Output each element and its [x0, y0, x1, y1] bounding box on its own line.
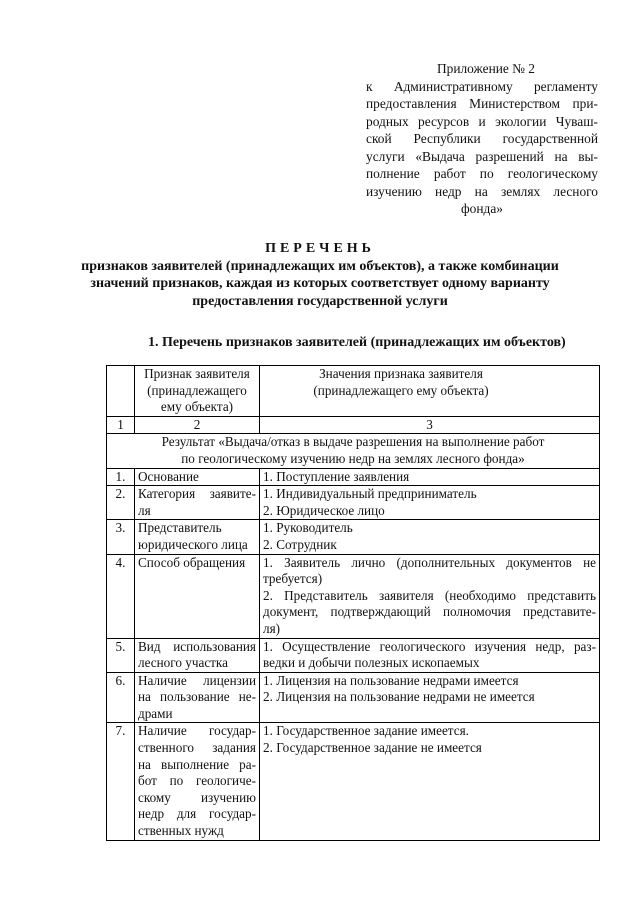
header-cell-values — [260, 366, 600, 417]
section-title: 1. Перечень признаков заявителей (принадлежащих им объектов) — [148, 335, 566, 350]
row-sign — [135, 486, 260, 520]
sign-text: на пользование не- — [138, 689, 256, 705]
result-cell — [107, 434, 600, 468]
header-text: ему объекта) — [160, 399, 234, 415]
row-number: 5. — [107, 638, 135, 672]
sign-text: Основание — [138, 468, 199, 484]
sign-text: ля — [138, 502, 151, 518]
value-text: 2. Представитель заявителя (необходимо представить — [263, 587, 596, 603]
value-text: ведки и добычи полезных ископаемых — [263, 655, 480, 671]
appendix-line: изучению недр на землях лесного — [366, 183, 598, 199]
sign-text: Способ обращения — [138, 554, 246, 570]
appendix-line: ской Республики государственной — [366, 131, 598, 146]
table-row — [107, 486, 600, 520]
row-values — [260, 520, 600, 554]
value-text: 1. Поступление заявления — [263, 468, 410, 484]
header-text: Значения признака заявителя — [319, 366, 483, 381]
appendix-line: полнение работ по геологическому — [366, 166, 598, 181]
row-number: 1. — [107, 468, 135, 486]
row-values — [260, 638, 600, 672]
result-row — [107, 434, 600, 468]
appendix-line: фонда» — [461, 201, 503, 216]
sign-text: лесного участка — [138, 655, 228, 671]
row-values — [260, 486, 600, 520]
sign-text: Наличие государ- — [138, 723, 256, 739]
sign-text: недр для государ- — [138, 806, 256, 822]
row-number: 7. — [107, 723, 135, 840]
row-values — [260, 672, 600, 723]
row-values — [260, 468, 600, 486]
appendix-line: родных ресурсов и экологии Чуваш- — [366, 113, 598, 129]
header-text: Признак заявителя — [144, 366, 250, 381]
row-sign — [135, 723, 260, 840]
appendix-block — [366, 60, 598, 218]
row-values — [260, 554, 600, 638]
document-title: ПЕРЕЧЕНЬ — [265, 241, 375, 256]
sign-text: Категория заявите- — [138, 486, 256, 502]
sign-text: юридического лица — [138, 536, 248, 552]
value-text: 1. Государственное задание имеется. — [263, 723, 469, 739]
value-text: 1. Осуществление геологического изучения недр, раз- — [263, 638, 596, 654]
header-cell-number — [107, 366, 135, 417]
appendix-line: к Административному регламенту — [366, 78, 598, 94]
sign-text: бот по геологиче- — [138, 773, 256, 789]
document-subtitle-line: предоставления государственной услуги — [192, 293, 448, 309]
table-row — [107, 520, 600, 554]
document-heading — [60, 240, 580, 310]
appendix-number: Приложение № 2 — [436, 61, 536, 76]
value-text: документ, подтверждающий полномочия представите- — [263, 604, 596, 620]
row-number: 2. — [107, 486, 135, 520]
sign-text: ственных нужд — [138, 823, 224, 839]
table-row — [107, 554, 600, 638]
row-sign — [135, 672, 260, 723]
sign-text: скому изучению — [138, 789, 256, 805]
row-number: 3. — [107, 520, 135, 554]
document-subtitle-line: значений признаков, каждая из которых соответствует одному варианту — [90, 276, 550, 291]
value-text: 1. Заявитель лично (дополнительных документов не — [263, 554, 596, 570]
header-text: (принадлежащего ему объекта) — [313, 382, 489, 398]
header-text: (принадлежащего — [147, 382, 247, 398]
value-text: 2. Государственное задание не имеется — [263, 740, 482, 756]
row-number: 4. — [107, 554, 135, 638]
column-number: 3 — [260, 416, 600, 434]
appendix-line: услуги «Выдача разрешений на вы- — [366, 148, 598, 164]
row-sign — [135, 520, 260, 554]
document-subtitle-line: признаков заявителей (принадлежащих им объектов), а также комбинации — [81, 258, 559, 274]
row-values — [260, 723, 600, 840]
sign-text: Вид использования — [138, 638, 256, 654]
header-cell-sign — [135, 366, 260, 417]
value-text: 1. Индивидуальный предприниматель — [263, 486, 477, 502]
value-text: 1. Руководитель — [263, 520, 353, 536]
row-sign — [135, 468, 260, 486]
value-text: ля) — [263, 620, 281, 636]
column-number-row — [107, 416, 600, 434]
table-row — [107, 468, 600, 486]
sign-text: Наличие лицензии — [138, 672, 256, 688]
value-text: 2. Лицензия на пользование недрами не имеется — [263, 689, 535, 705]
result-text: Результат «Выдача/отказ в выдаче разрешения на выполнение работ — [161, 434, 545, 450]
row-number: 6. — [107, 672, 135, 723]
column-number: 1 — [107, 416, 135, 434]
table-header-row — [107, 366, 600, 417]
row-sign — [135, 554, 260, 638]
value-text: 2. Юридическое лицо — [263, 502, 385, 518]
value-text: требуется) — [263, 571, 323, 587]
table-row — [107, 723, 600, 840]
appendix-line: предоставления Министерством при- — [366, 96, 598, 111]
sign-text: на выполнение ра- — [138, 756, 256, 772]
table-row — [107, 638, 600, 672]
row-sign — [135, 638, 260, 672]
sign-text: ственного задания — [138, 740, 256, 756]
value-text: 2. Сотрудник — [263, 536, 337, 552]
sign-text: Представитель — [138, 520, 222, 536]
table-row — [107, 672, 600, 723]
result-text: по геологическому изучению недр на землях лесного фонда» — [181, 450, 525, 466]
column-number: 2 — [135, 416, 260, 434]
value-text: 1. Лицензия на пользование недрами имеется — [263, 672, 519, 688]
applicant-signs-table — [106, 365, 600, 841]
sign-text: драми — [138, 705, 173, 721]
